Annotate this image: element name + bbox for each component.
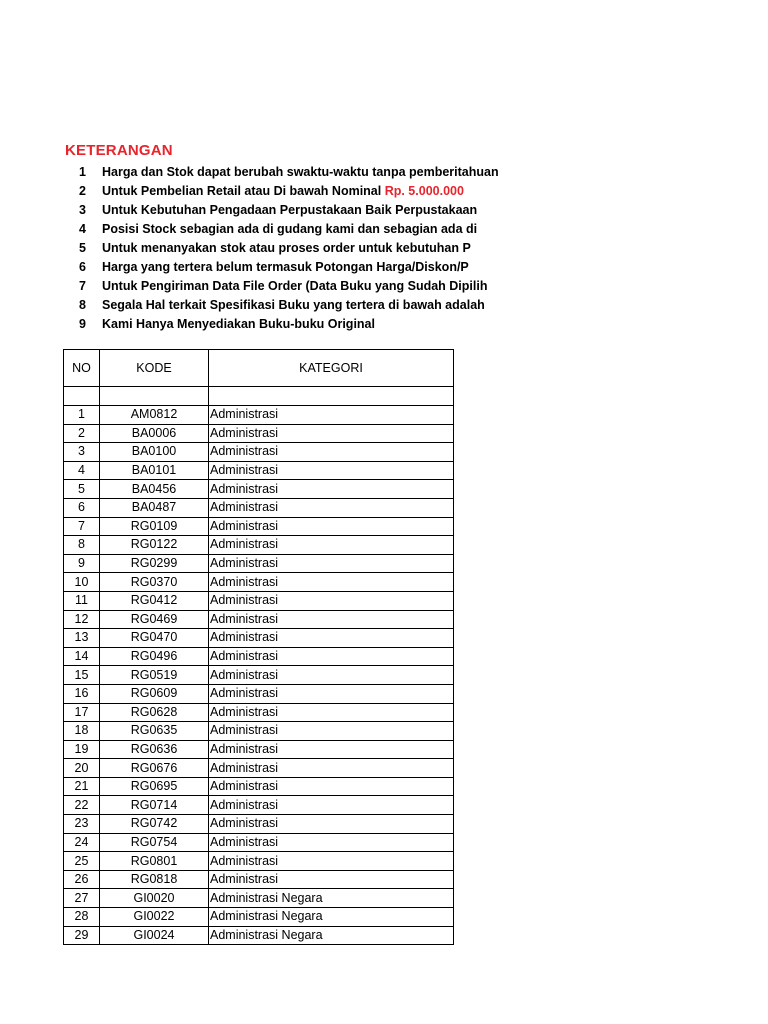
cell-kategori: Administrasi — [209, 815, 454, 834]
header-kode: KODE — [100, 350, 209, 387]
keterangan-item-label: Untuk Pembelian Retail atau Di bawah Nominal — [102, 183, 385, 198]
cell-no: 27 — [64, 889, 100, 908]
cell-no: 2 — [64, 424, 100, 443]
cell-kategori: Administrasi — [209, 573, 454, 592]
keterangan-item-text — [102, 298, 485, 312]
cell-kategori: Administrasi — [209, 647, 454, 666]
table-blank-row — [64, 387, 454, 406]
cell-no: 28 — [64, 908, 100, 927]
cell-kode: GI0024 — [100, 926, 209, 945]
cell-kategori: Administrasi — [209, 722, 454, 741]
cell-kode: RG0801 — [100, 852, 209, 871]
cell-kode: BA0006 — [100, 424, 209, 443]
cell-kode: AM0812 — [100, 406, 209, 425]
cell-no: 24 — [64, 833, 100, 852]
table-row — [64, 926, 454, 945]
cell-kategori: Administrasi — [209, 777, 454, 796]
table-row — [64, 406, 454, 425]
cell-kategori: Administrasi — [209, 684, 454, 703]
keterangan-item-label: Kami Hanya Menyediakan Buku-buku Original — [102, 316, 375, 331]
keterangan-item — [60, 219, 478, 238]
cell-kode: BA0100 — [100, 443, 209, 462]
cell-kode: BA0101 — [100, 461, 209, 480]
keterangan-item — [60, 314, 453, 333]
cell-no: 7 — [64, 517, 100, 536]
cell-no: 5 — [64, 480, 100, 499]
cell-kategori: Administrasi — [209, 498, 454, 517]
table-row — [64, 703, 454, 722]
cell-kategori: Administrasi — [209, 536, 454, 555]
keterangan-item-text — [102, 279, 487, 293]
table-row — [64, 796, 454, 815]
cell-kategori: Administrasi — [209, 517, 454, 536]
table-row — [64, 573, 454, 592]
cell-no: 18 — [64, 722, 100, 741]
cell-kategori: Administrasi — [209, 703, 454, 722]
cell-kode: RG0469 — [100, 610, 209, 629]
keterangan-item-number: 1 — [79, 164, 86, 179]
cell-no: 29 — [64, 926, 100, 945]
cell-kategori: Administrasi — [209, 480, 454, 499]
cell-kategori: Administrasi — [209, 629, 454, 648]
keterangan-item-text — [102, 165, 499, 179]
table-row — [64, 759, 454, 778]
table-row — [64, 461, 454, 480]
cell-kode: RG0754 — [100, 833, 209, 852]
table-row — [64, 833, 454, 852]
cell-no: 12 — [64, 610, 100, 629]
table-row — [64, 852, 454, 871]
cell-kode: RG0496 — [100, 647, 209, 666]
keterangan-item — [60, 238, 471, 257]
blank-cell — [64, 387, 100, 406]
cell-no: 16 — [64, 684, 100, 703]
keterangan-item-text — [102, 184, 464, 198]
cell-kategori: Administrasi — [209, 591, 454, 610]
table-header-row — [64, 350, 454, 387]
cell-no: 1 — [64, 406, 100, 425]
table-row — [64, 777, 454, 796]
cell-no: 19 — [64, 740, 100, 759]
cell-kategori: Administrasi — [209, 796, 454, 815]
table-row — [64, 815, 454, 834]
cell-kategori: Administrasi — [209, 406, 454, 425]
cell-kode: RG0370 — [100, 573, 209, 592]
keterangan-item-label: Harga dan Stok dapat berubah swaktu-waktu tanpa pemberitahuan — [102, 164, 499, 179]
table-row — [64, 889, 454, 908]
keterangan-item — [60, 162, 499, 181]
keterangan-item-text — [102, 241, 471, 255]
cell-no: 13 — [64, 629, 100, 648]
table-row — [64, 591, 454, 610]
cell-no: 4 — [64, 461, 100, 480]
table-row — [64, 610, 454, 629]
cell-kode: RG0109 — [100, 517, 209, 536]
keterangan-item-number: 8 — [79, 297, 86, 312]
table-row — [64, 536, 454, 555]
cell-no: 26 — [64, 870, 100, 889]
keterangan-item — [60, 257, 469, 276]
keterangan-item-highlight: Rp. 5.000.000 — [384, 183, 464, 198]
keterangan-item-text — [102, 260, 469, 274]
table-row — [64, 647, 454, 666]
cell-kode: RG0714 — [100, 796, 209, 815]
keterangan-item-number: 3 — [79, 202, 86, 217]
cell-no: 11 — [64, 591, 100, 610]
cell-kode: RG0695 — [100, 777, 209, 796]
table-row — [64, 424, 454, 443]
cell-no: 6 — [64, 498, 100, 517]
keterangan-list — [60, 162, 499, 333]
cell-no: 21 — [64, 777, 100, 796]
cell-no: 25 — [64, 852, 100, 871]
cell-kode: RG0299 — [100, 554, 209, 573]
table-row — [64, 684, 454, 703]
blank-cell — [100, 387, 209, 406]
keterangan-item — [60, 295, 485, 314]
cell-kategori: Administrasi — [209, 759, 454, 778]
cell-kategori: Administrasi — [209, 870, 454, 889]
keterangan-item-number: 4 — [79, 221, 86, 236]
cell-kode: RG0628 — [100, 703, 209, 722]
cell-kode: BA0456 — [100, 480, 209, 499]
table-row — [64, 517, 454, 536]
keterangan-item-label: Untuk Kebutuhan Pengadaan Perpustakaan Baik Perpustakaan — [102, 202, 478, 217]
cell-kategori: Administrasi — [209, 554, 454, 573]
cell-kode: GI0022 — [100, 908, 209, 927]
keterangan-item-text — [102, 203, 477, 217]
cell-kategori: Administrasi — [209, 833, 454, 852]
cell-kategori: Administrasi Negara — [209, 889, 454, 908]
cell-kategori: Administrasi Negara — [209, 908, 454, 927]
keterangan-item — [60, 276, 488, 295]
table-row — [64, 666, 454, 685]
keterangan-item-label: Segala Hal terkait Spesifikasi Buku yang tertera di bawah adalah — [102, 297, 485, 312]
table-row — [64, 443, 454, 462]
cell-no: 3 — [64, 443, 100, 462]
keterangan-item-label: Untuk Pengiriman Data File Order (Data Buku yang Sudah Dipilih — [102, 278, 488, 293]
header-kategori: KATEGORI — [209, 350, 454, 387]
cell-kode: BA0487 — [100, 498, 209, 517]
cell-kategori: Administrasi — [209, 852, 454, 871]
keterangan-item-number: 9 — [79, 316, 86, 331]
table-row — [64, 480, 454, 499]
keterangan-item-number: 7 — [79, 278, 86, 293]
cell-kategori: Administrasi — [209, 740, 454, 759]
cell-kategori: Administrasi — [209, 443, 454, 462]
cell-kode: RG0742 — [100, 815, 209, 834]
keterangan-item — [60, 200, 478, 219]
cell-no: 8 — [64, 536, 100, 555]
table-row — [64, 870, 454, 889]
table-row — [64, 908, 454, 927]
keterangan-item-text — [102, 317, 375, 331]
cell-kode: GI0020 — [100, 889, 209, 908]
cell-kode: RG0635 — [100, 722, 209, 741]
cell-kode: RG0636 — [100, 740, 209, 759]
keterangan-item-number: 6 — [79, 259, 86, 274]
cell-kode: RG0519 — [100, 666, 209, 685]
cell-no: 22 — [64, 796, 100, 815]
table-row — [64, 498, 454, 517]
cell-kode: RG0818 — [100, 870, 209, 889]
cell-kode: RG0412 — [100, 591, 209, 610]
cell-no: 14 — [64, 647, 100, 666]
table-row — [64, 554, 454, 573]
keterangan-item-number: 2 — [79, 183, 86, 198]
keterangan-item-label: Harga yang tertera belum termasuk Potongan Harga/Diskon/P — [102, 259, 469, 274]
table-row — [64, 722, 454, 741]
keterangan-item-number: 5 — [79, 240, 86, 255]
table-row — [64, 629, 454, 648]
keterangan-item-text — [102, 222, 477, 236]
keterangan-item-label: Untuk menanyakan stok atau proses order untuk kebutuhan P — [102, 240, 471, 255]
cell-no: 23 — [64, 815, 100, 834]
header-no: NO — [64, 350, 100, 387]
table-row — [64, 740, 454, 759]
cell-kategori: Administrasi — [209, 461, 454, 480]
cell-no: 10 — [64, 573, 100, 592]
keterangan-item — [60, 181, 464, 200]
cell-kode: RG0122 — [100, 536, 209, 555]
cell-kategori: Administrasi — [209, 424, 454, 443]
cell-no: 20 — [64, 759, 100, 778]
keterangan-title: KETERANGAN — [65, 142, 173, 159]
cell-kategori: Administrasi — [209, 610, 454, 629]
cell-kategori: Administrasi Negara — [209, 926, 454, 945]
keterangan-item-label: Posisi Stock sebagian ada di gudang kami dan sebagian ada di — [102, 221, 478, 236]
cell-no: 9 — [64, 554, 100, 573]
cell-no: 15 — [64, 666, 100, 685]
cell-kategori: Administrasi — [209, 666, 454, 685]
book-category-table — [63, 349, 454, 945]
cell-kode: RG0609 — [100, 684, 209, 703]
blank-cell — [209, 387, 454, 406]
cell-kode: RG0676 — [100, 759, 209, 778]
cell-no: 17 — [64, 703, 100, 722]
cell-kode: RG0470 — [100, 629, 209, 648]
